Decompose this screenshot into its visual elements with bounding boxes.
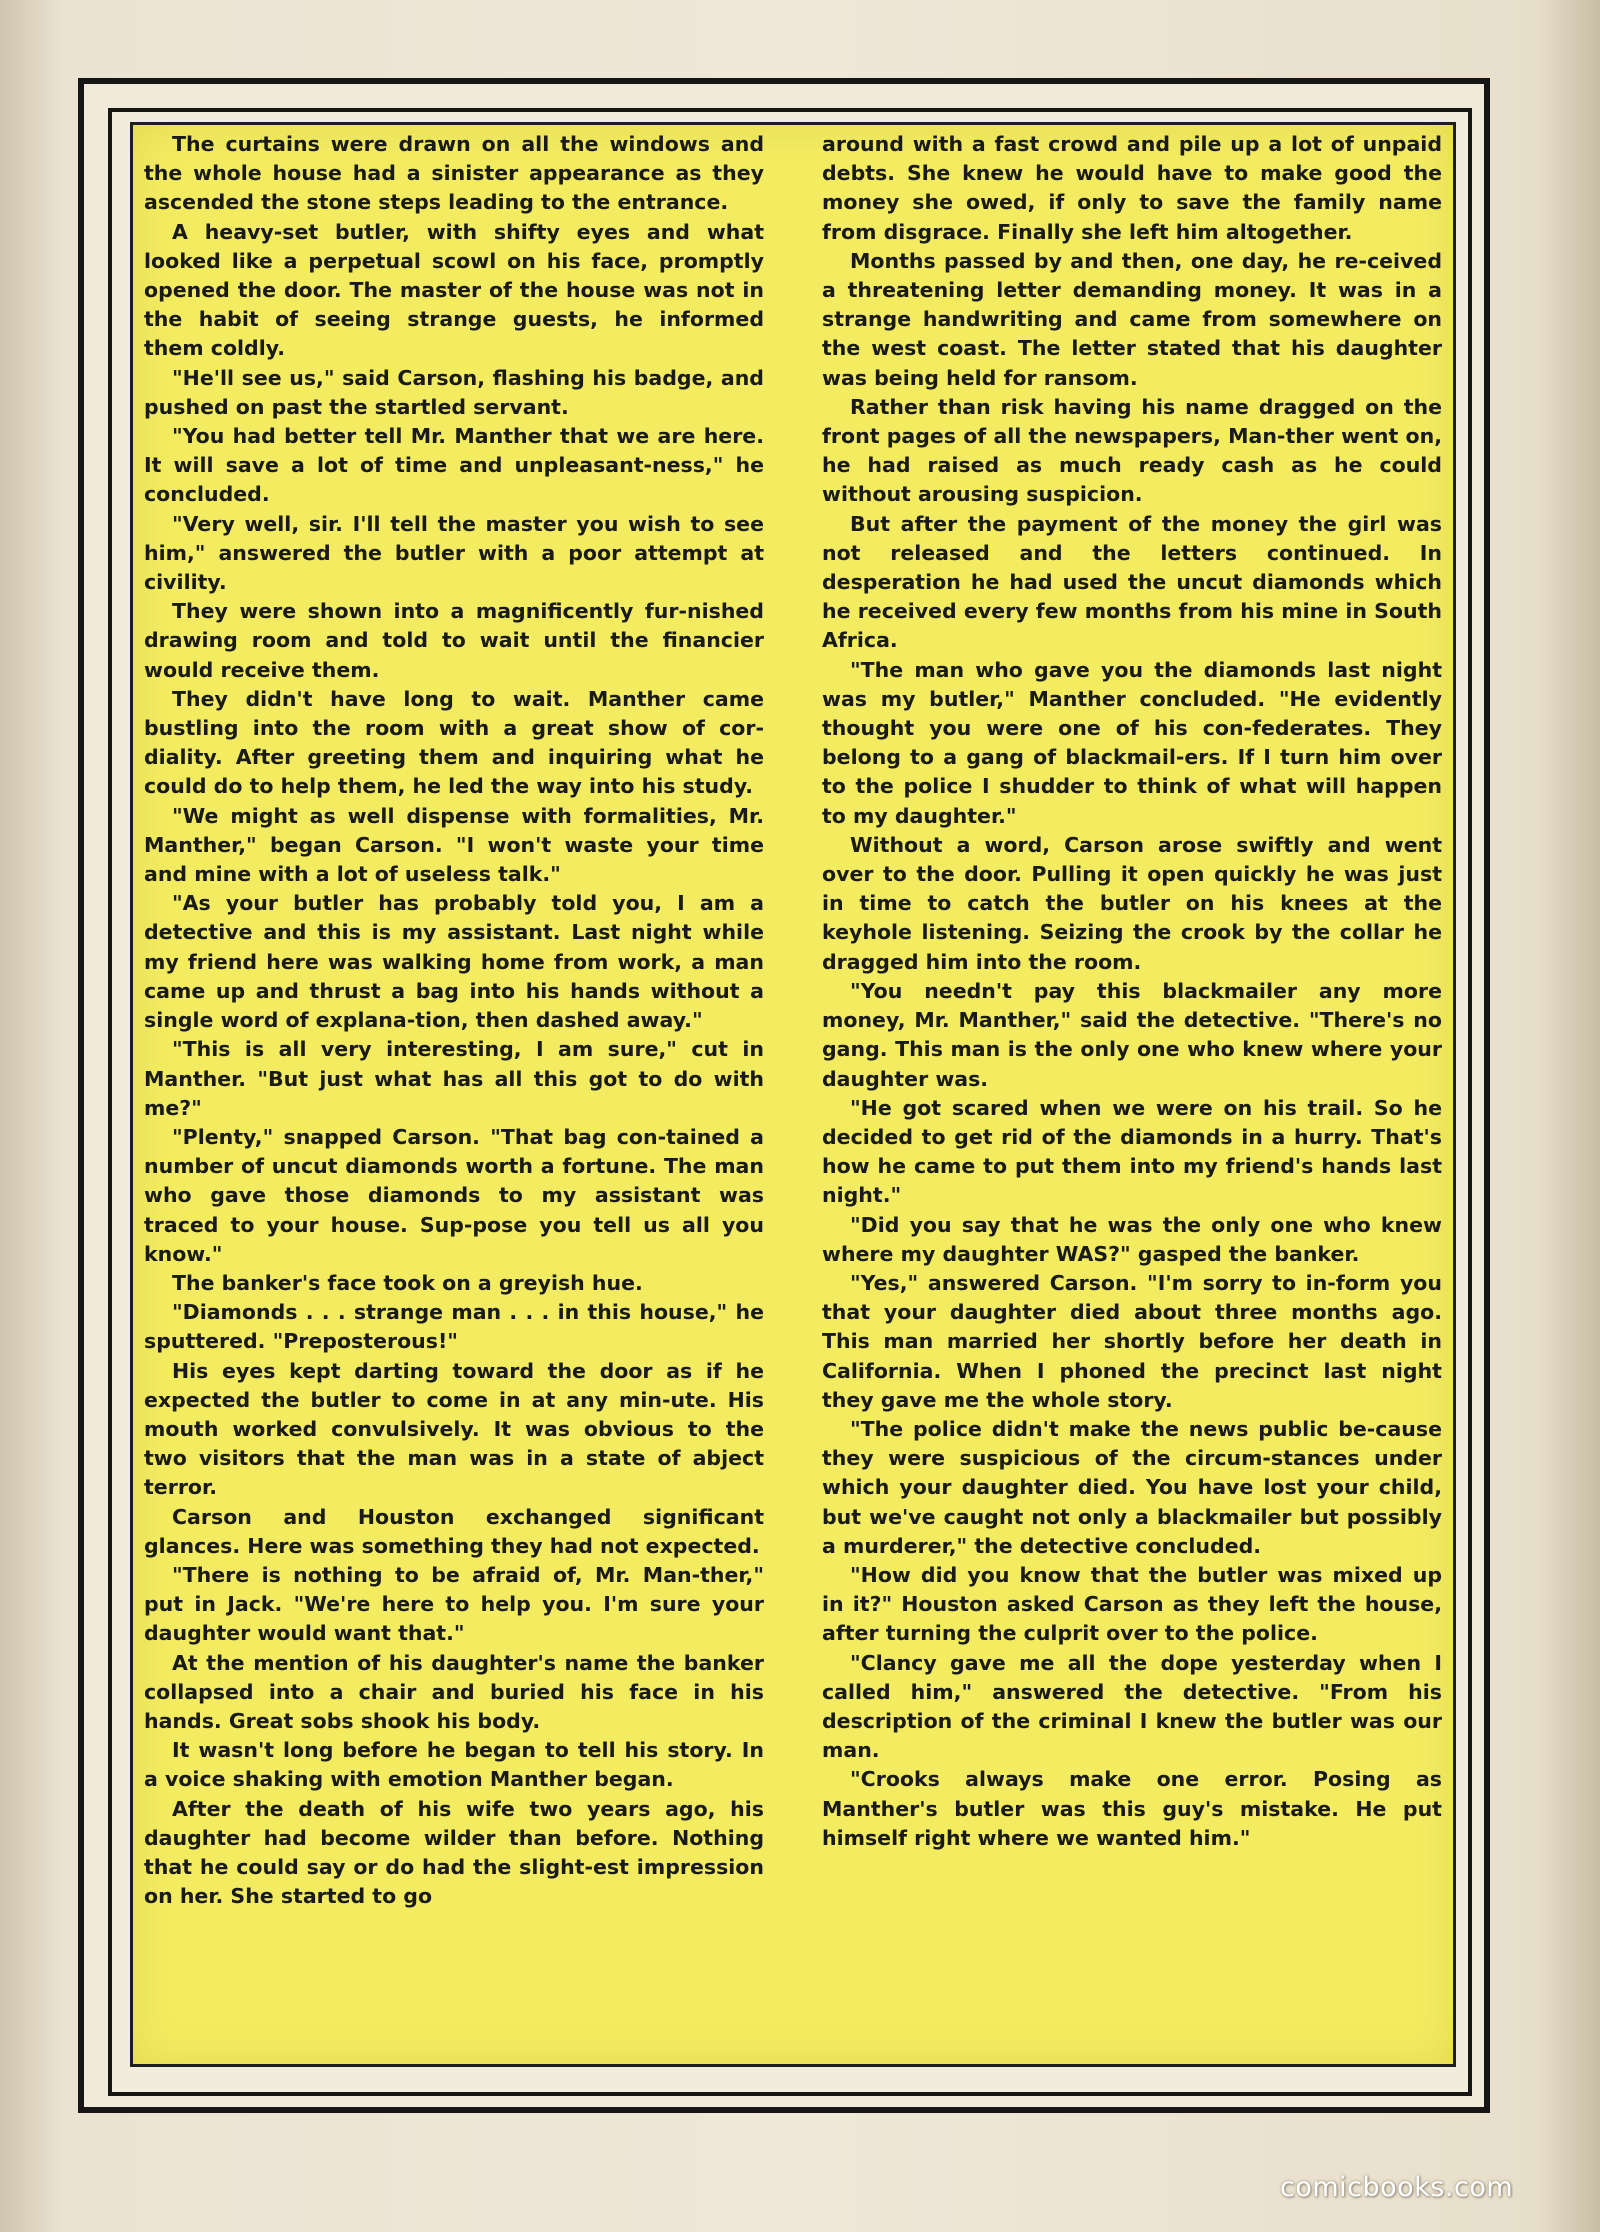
paragraph: After the death of his wife two years ago, his daughter had become wilder than before. Nothing that he could say or do had the slight-est impression on her. She started to go [144, 1796, 764, 1909]
paragraph: "There is nothing to be afraid of, Mr. Man-ther," put in Jack. "We're here to help you. I'm sure your daughter would want that." [144, 1562, 764, 1646]
paragraph: "We might as well dispense with formalities, Mr. Manther," began Carson. "I won't waste your time and mine with a lot of useless talk." [144, 803, 764, 887]
paragraph: "He'll see us," said Carson, flashing his badge, and pushed on past the startled servant. [144, 365, 764, 419]
paragraph: "You had better tell Mr. Manther that we are here. It will save a lot of time and unpleasant-ness," he concluded. [144, 424, 764, 507]
paragraph: Carson and Houston exchanged significant glances. Here was something they had not expected. [144, 1504, 764, 1558]
paragraph: "You needn't pay this blackmailer any more money, Mr. Manther," said the detective. "There's no gang. This man is the only one who knew where your daughter was. [822, 978, 1442, 1091]
paragraph-continuation: around with a fast crowd and pile up a lot of unpaid debts. She knew he would have to make good the money she owed, if only to save the family name from disgrace. Finally she left him altogether. [822, 132, 1442, 244]
paragraph: They didn't have long to wait. Manther came bustling into the room with a great show of cor-diality. After greeting them and inquiring what he could do to help them, he led the way into his study. [144, 686, 764, 799]
paragraph: "Clancy gave me all the dope yesterday when I called him," answered the detective. "From his description of the criminal I knew the butler was our man. [822, 1650, 1442, 1763]
paragraph: His eyes kept darting toward the door as if he expected the butler to come in at any min-ute. His mouth worked convulsively. It was obvious to the two visitors that the man was in a state of abject terror. [144, 1358, 764, 1500]
paragraph: "The man who gave you the diamonds last night was my butler," Manther concluded. "He evidently thought you were one of his con-federates. They belong to a gang of blackmail-ers. If I turn him over to the police I shudder to think of what will happen to my daughter." [822, 657, 1442, 828]
paragraph: "Yes," answered Carson. "I'm sorry to in-form you that your daughter died about three months ago. This man married her shortly before her death in California. When I phoned the precinct last night they gave me the whole story. [822, 1270, 1442, 1412]
paragraph: They were shown into a magnificently fur-nished drawing room and told to wait until the financier would receive them. [144, 599, 764, 682]
paragraph: Rather than risk having his name dragged on the front pages of all the newspapers, Man-ther went on, he had raised as much ready cash as he could without arousing suspicion. [822, 394, 1442, 507]
paragraph: "The police didn't make the news public be-cause they were suspicious of the circum-stances under which your daughter died. You have lost your child, but we've caught not only a blackmailer but possibly a murderer," the detective concluded. [822, 1416, 1442, 1558]
paragraph: But after the payment of the money the girl was not released and the letters continued. In desperation he had used the uncut diamonds which he received every few months from his mine in South Africa. [822, 511, 1442, 653]
paragraph: "Crooks always make one error. Posing as Manther's butler was this guy's mistake. He put himself right where we wanted him." [822, 1767, 1442, 1850]
paragraph: "Plenty," snapped Carson. "That bag con-tained a number of uncut diamonds worth a fortune. The man who gave those diamonds to my assistant was traced to your house. Sup-pose you tell us all you know." [144, 1124, 764, 1266]
paragraph: The banker's face took on a greyish hue. [172, 1270, 643, 1295]
paragraph: "This is all very interesting, I am sure," cut in Manther. "But just what has all this got to do with me?" [144, 1037, 764, 1120]
paragraph: At the mention of his daughter's name the banker collapsed into a chair and buried his face in his hands. Great sobs shook his body. [144, 1650, 764, 1733]
paragraph: Without a word, Carson arose swiftly and went over to the door. Pulling it open quickly he was just in time to catch the butler on his knees at the keyhole listening. Seizing the crook by the collar he dragged him into the room. [822, 832, 1442, 974]
paragraph: The curtains were drawn on all the windows and the whole house had a sinister appearance as they ascended the stone steps leading to the entrance. [144, 132, 764, 215]
story-column-right [822, 130, 1442, 1853]
paragraph: A heavy-set butler, with shifty eyes and what looked like a perpetual scowl on his face, promptly opened the door. The master of the house was not in the habit of seeing strange guests, he informed them coldly. [144, 219, 764, 361]
paragraph: "He got scared when we were on his trail. So he decided to get rid of the diamonds in a hurry. That's how he came to put them into my friend's hands last night." [822, 1095, 1442, 1208]
paragraph: "How did you know that the butler was mixed up in it?" Houston asked Carson as they left the house, after turning the culprit over to the police. [822, 1562, 1442, 1646]
story-column-left [144, 130, 764, 1911]
paragraph: "As your butler has probably told you, I am a detective and this is my assistant. Last night while my friend here was walking home from work, a man came up and thrust a bag into his hands without a single word of explana-tion, then dashed away." [144, 891, 764, 1033]
paragraph: Months passed by and then, one day, he re-ceived a threatening letter demanding money. It was in a strange handwriting and came from somewhere on the west coast. The letter stated that his daughter was being held for ransom. [822, 248, 1442, 390]
paragraph: "Diamonds . . . strange man . . . in this house," he sputtered. "Preposterous!" [144, 1300, 764, 1354]
paragraph: It wasn't long before he began to tell his story. In a voice shaking with emotion Manther began. [144, 1738, 764, 1792]
paragraph: "Very well, sir. I'll tell the master you wish to see him," answered the butler with a poor attempt at civility. [144, 511, 764, 595]
paragraph: "Did you say that he was the only one who knew where my daughter WAS?" gasped the banker. [822, 1212, 1442, 1266]
watermark: comicbooks.com [1280, 2172, 1514, 2203]
